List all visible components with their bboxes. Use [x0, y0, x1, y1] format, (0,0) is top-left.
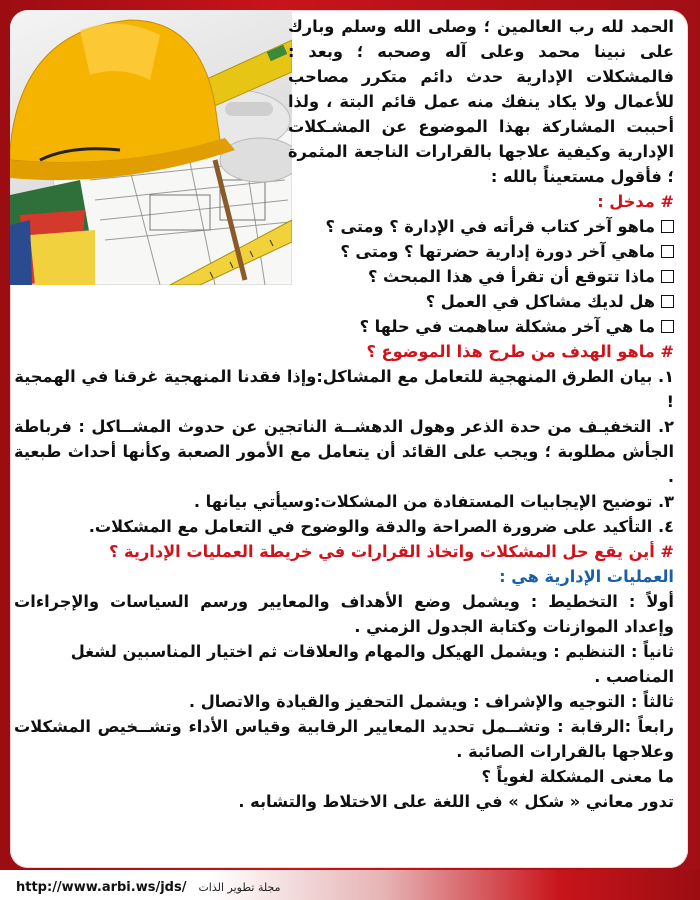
checkbox-square-icon	[661, 295, 674, 308]
meaning-answer: تدور معاني « شكل » في اللغة على الاختلاط والتشابه .	[238, 792, 674, 811]
checkbox-square-icon	[661, 220, 674, 233]
article-content	[14, 14, 674, 814]
list-item: أولاً : التخطيط : ويشمل وضع الأهداف والمعايير ورسم السياسات والإجراءات وإعداد الموازنات وكتابة الجدول الزمني .	[14, 592, 674, 636]
footer-url-link[interactable]: http://www.arbi.ws/jds/	[16, 879, 187, 895]
list-item: ما هي آخر مشكلة ساهمت في حلها ؟	[288, 314, 674, 339]
section-heading-where: # أين يقع حل المشكلات واتخاذ القرارات في خريطة العمليات الإدارية ؟	[109, 542, 674, 561]
list-item: ٢. التخفيـف من حدة الذعر وهول الدهشــة الناتجين عن حدوث المشــاكل : فرباطة الجأش مطلوبة ؛ ويجب على القائد أن يتعامل مع الأمور الصعبة وكأنها أحداث طبعية .	[14, 417, 674, 486]
processes-list	[14, 589, 674, 764]
list-item: رابعاً :الرقابة : وتشــمل تحديد المعايير الرقابية وقياس الأداء وتشــخيص المشكلات وعلاجها بالقرارات الصائبة .	[14, 717, 674, 761]
list-item: ماهي آخر دورة إدارية حضرتها ؟ ومتى ؟	[288, 239, 674, 264]
footer-magazine-name: مجلة تطوير الذات	[198, 880, 281, 894]
checkbox-square-icon	[661, 320, 674, 333]
list-item: ماهو آخر كتاب قرأته في الإدارة ؟ ومتى ؟	[288, 214, 674, 239]
footer	[16, 876, 436, 898]
section-heading-processes: العمليات الإدارية هي :	[499, 567, 674, 586]
section-heading-intro: # مدخل :	[597, 192, 674, 211]
intro-paragraph: الحمد لله رب العالمين ؛ وصلى الله وسلم وبارك على نبينا محمد وعلى آله وصحبه ؛ وبعد : فالمشكلات الإدارية حدث دائم متكرر مصاحب للأعمال ولا يكاد ينفك منه عمل قائم البتة ، ولذا أحببت المشاركة بهذا الموضوع عن المشـكلات الإدارية وكيفية علاجها بالقرارات الناجعة المثمرة ؛ فأقول مستعيناً بالله :	[288, 17, 674, 186]
list-item: ماذا تتوقع أن تقرأ في هذا المبحث ؟	[288, 264, 674, 289]
questions-list	[288, 214, 674, 339]
list-item: ٤. التأكيد على ضرورة الصراحة والدقة والوضوح في التعامل مع المشكلات.	[88, 517, 674, 536]
list-item: ٣. توضيح الإيجابيات المستفادة من المشكلات:وسيأتي بيانها .	[193, 492, 674, 511]
list-item: ثانياً : التنظيم : ويشمل الهيكل والمهام والعلاقات ثم اختيار المناسبين لشغل المناصب .	[70, 642, 674, 686]
list-item: ١. بيان الطرق المنهجية للتعامل مع المشاكل:وإذا فقدنا المنهجية غرقنا في الهمجية !	[14, 367, 674, 411]
goals-list	[14, 364, 674, 539]
checkbox-square-icon	[661, 245, 674, 258]
section-heading-goal: # ماهو الهدف من طرح هذا الموضوع ؟	[366, 342, 674, 361]
list-item: هل لديك مشاكل في العمل ؟	[288, 289, 674, 314]
list-item: ثالثاً : التوجيه والإشراف : ويشمل التحفيز والقيادة والاتصال .	[188, 692, 674, 711]
checkbox-square-icon	[661, 270, 674, 283]
meaning-question: ما معنى المشكلة لغوياً ؟	[481, 767, 674, 786]
